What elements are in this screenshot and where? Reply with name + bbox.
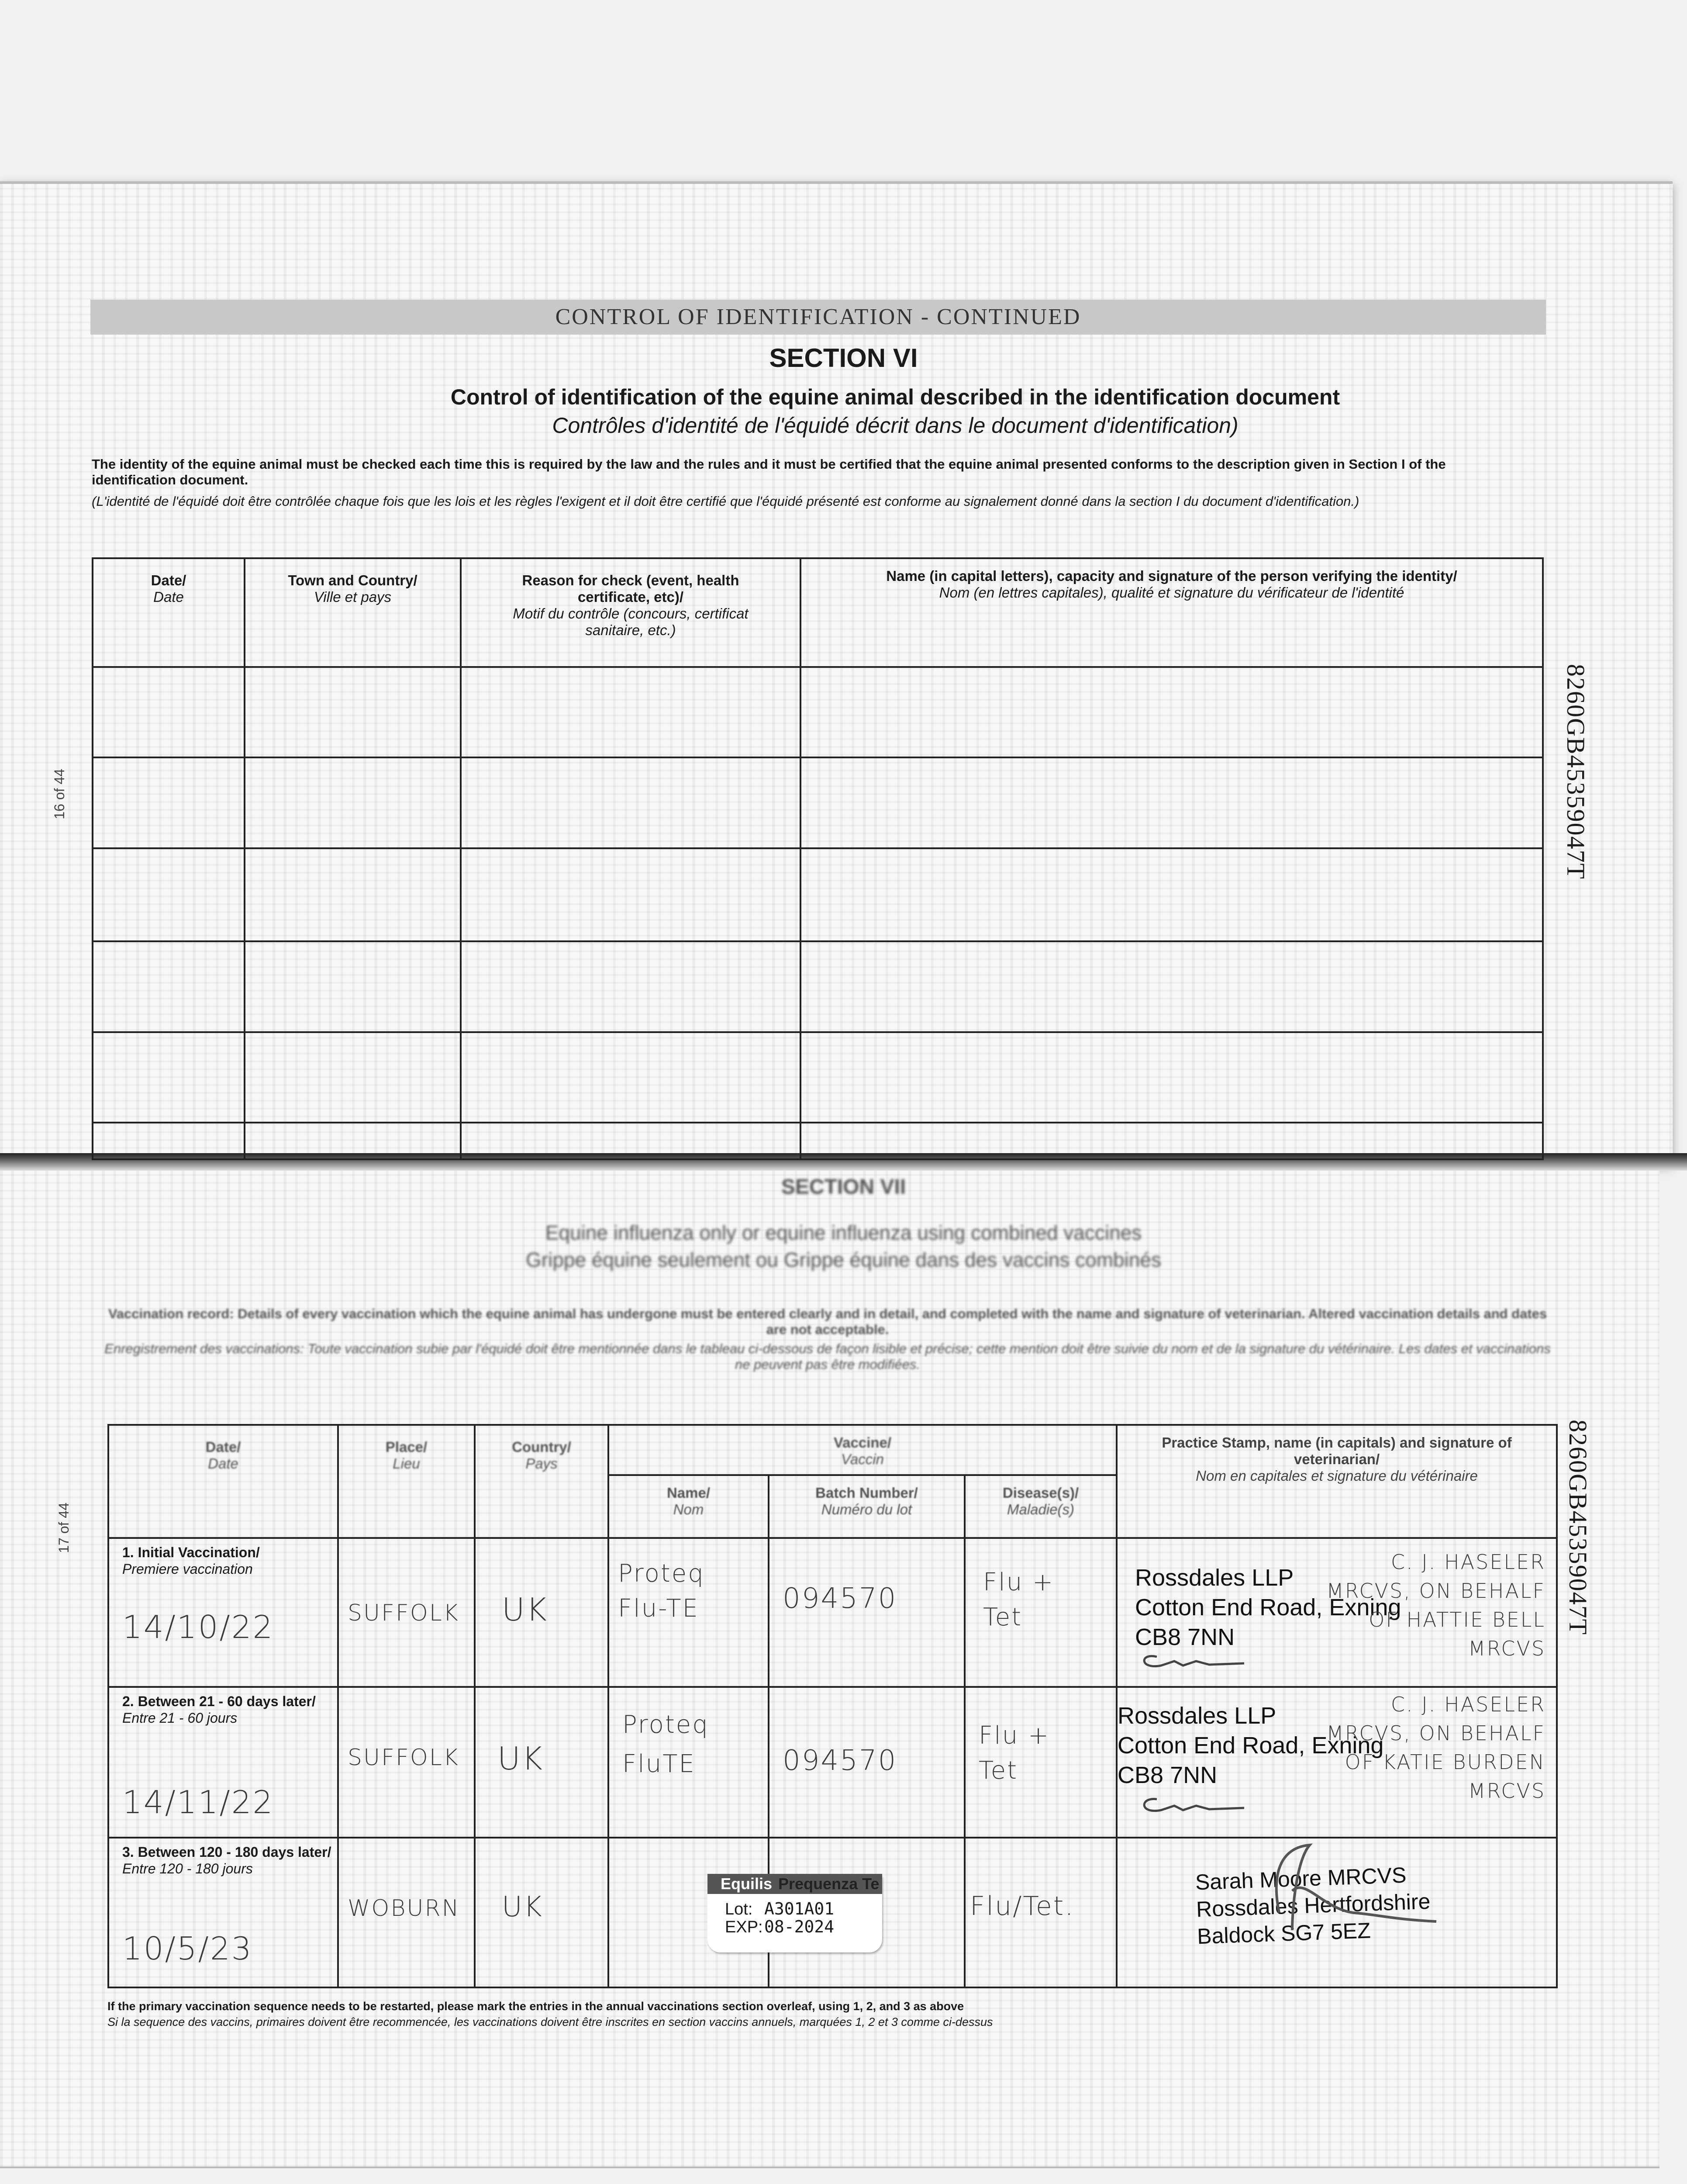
table-row[interactable]: [93, 667, 1543, 757]
section-heading: SECTION VII: [781, 1175, 906, 1199]
vet-name-handwritten: C. J. HASELER MRCVS, ON BEHALF OF KATIE BURDEN MRCVS: [1326, 1693, 1546, 1803]
section-subtitle: Equine influenza only or equine influenza using combined vaccines: [545, 1221, 1142, 1244]
vaccination-intro-fr: Enregistrement des vaccinations: Toute vaccination subie par l'équidé doit être mentionnée dans le tableau ci-dessous de façon lisible et précise; cette mention doit être suivie du nom et de la signature du vétérinaire. Les dates et vaccinations ne peuvent pas être modifiées.: [104, 1341, 1551, 1372]
vaccination-country[interactable]: UK: [502, 1891, 543, 1923]
vaccine-name[interactable]: Proteq Flu-TE: [618, 1559, 705, 1623]
batch-number[interactable]: 094570: [783, 1745, 897, 1777]
vaccine-name[interactable]: Proteq FluTE: [622, 1711, 709, 1778]
row-label: 3. Between 120 - 180 days later/ Entre 120 - 180 jours: [122, 1844, 331, 1876]
disease[interactable]: Flu/Tet.: [970, 1891, 1075, 1921]
section-heading: SECTION VI: [769, 343, 918, 373]
table-row[interactable]: [108, 1538, 1557, 1687]
practice-stamp: Rossdales LLP Cotton End Road, Exning CB8 7NN: [1135, 1565, 1401, 1650]
col-place: Place/ Lieu: [338, 1425, 475, 1538]
disease[interactable]: Flu + Tet: [983, 1568, 1054, 1631]
table-row[interactable]: [93, 848, 1543, 941]
passport-number: 8260GB45359047T: [1564, 1420, 1592, 1635]
vet-name-handwritten: C. J. HASELER MRCVS, ON BEHALF OF HATTIE BELL MRCVS: [1326, 1550, 1546, 1660]
batch-number[interactable]: 094570: [783, 1583, 897, 1615]
vaccination-place[interactable]: SUFFOLK: [348, 1745, 459, 1771]
col-verifier: Name (in capital letters), capacity and signature of the person verifying the identity/ Nom (en lettres capitales), qualité et signature du vérificateur de l'identité: [800, 558, 1543, 667]
table-row[interactable]: [93, 1123, 1543, 1159]
vet-signature-icon: [1227, 1843, 1445, 1939]
col-batch: Batch Number/ Numéro du lot: [769, 1475, 965, 1538]
col-vaccine: Vaccine/ Vaccin: [608, 1425, 1117, 1475]
col-date: Date/ Date: [93, 558, 245, 667]
footer-note: If the primary vaccination sequence needs to be restarted, please mark the entries in the annual vaccinations section overleaf, using 1, 2, and 3 as above: [107, 2000, 964, 2013]
table-row[interactable]: [93, 941, 1543, 1032]
table-row[interactable]: [108, 1687, 1557, 1838]
intro-text: The identity of the equine animal must be checked each time this is required by the law and the rules and it must be certified that the equine animal presented conforms to the description given in Section I of the identification document.: [92, 456, 1446, 487]
disease[interactable]: Flu + Tet: [979, 1721, 1050, 1785]
intro-text-fr: (L'identité de l'équidé doit être contrôlée chaque fois que les lois et les règles l'exigent et il doit être certifié que l'équidé présenté est conforme au signalement donné dans la section I du document d'identification.): [92, 494, 1359, 509]
sticker-expiry: 08-2024: [764, 1917, 835, 1936]
vaccine-batch-sticker: Equilis Prequenza Te Lot: A301A01 EXP:08-2024: [707, 1874, 882, 1952]
table-row[interactable]: [93, 757, 1543, 848]
col-disease: Disease(s)/ Maladie(s): [965, 1475, 1117, 1538]
vaccination-country[interactable]: UK: [502, 1591, 548, 1628]
sticker-lot: A301A01: [764, 1899, 835, 1918]
practice-stamp: Sarah Moore MRCVS Rossdales Hertfordshire Baldock SG7 5EZ: [1195, 1863, 1431, 1949]
col-vaccine-name: Name/ Nom: [608, 1475, 769, 1538]
vaccination-date[interactable]: 14/10/22: [122, 1609, 274, 1645]
page-number: 17 of 44: [56, 1503, 72, 1553]
row-label: 1. Initial Vaccination/ Premiere vaccination: [122, 1545, 260, 1577]
vaccination-intro: Vaccination record: Details of every vaccination which the equine animal has undergone must be entered clearly and in detail, and completed with the name and signature of veterinarian. Altered vaccination details and dates are not acceptable.: [108, 1306, 1547, 1337]
vaccination-date[interactable]: 14/11/22: [122, 1784, 274, 1821]
col-reason: Reason for check (event, health certificate, etc)/ Motif du contrôle (concours, certificat sanitaire, etc.): [461, 558, 800, 667]
sticker-product: Prequenza Te: [778, 1875, 880, 1893]
practice-stamp: Rossdales LLP Cotton End Road, Exning CB8 7NN: [1118, 1703, 1384, 1788]
passport-number: 8260GB45359047T: [1562, 664, 1590, 880]
table-row[interactable]: [93, 1032, 1543, 1123]
footer-note-fr: Si la sequence des vaccins, primaires doivent être recommencée, les vaccinations doivent être inscrites en section vaccins annuels, marquées 1, 2 et 3 comme ci-dessus: [107, 2015, 993, 2028]
sticker-brand: Equilis: [721, 1875, 773, 1893]
vaccination-country[interactable]: UK: [497, 1740, 544, 1777]
col-vet: Practice Stamp, name (in capitals) and signature of veterinarian/ Nom en capitales et signature du vétérinaire: [1117, 1425, 1557, 1538]
col-country: Country/ Pays: [475, 1425, 608, 1538]
section-title: Control of identification of the equine animal described in the identification document: [450, 385, 1340, 409]
col-date: Date/ Date: [108, 1425, 338, 1538]
section-banner: CONTROL OF IDENTIFICATION - CONTINUED: [90, 300, 1546, 335]
page-number: 16 of 44: [52, 769, 67, 819]
vaccination-date[interactable]: 10/5/23: [122, 1930, 253, 1967]
vet-signature-icon: [1135, 1793, 1249, 1819]
vaccination-place[interactable]: WOBURN: [348, 1895, 460, 1921]
section-subtitle-fr: Grippe équine seulement ou Grippe équine dans des vaccins combinés: [526, 1248, 1161, 1271]
row-label: 2. Between 21 - 60 days later/ Entre 21 - 60 jours: [122, 1693, 316, 1726]
section-title-fr: Contrôles d'identité de l'équidé décrit dans le document d'identification): [552, 413, 1239, 438]
vet-signature-icon: [1135, 1648, 1249, 1674]
col-town-country: Town and Country/ Ville et pays: [245, 558, 461, 667]
vaccination-place[interactable]: SUFFOLK: [348, 1600, 459, 1626]
identity-check-table: [92, 557, 1544, 1160]
